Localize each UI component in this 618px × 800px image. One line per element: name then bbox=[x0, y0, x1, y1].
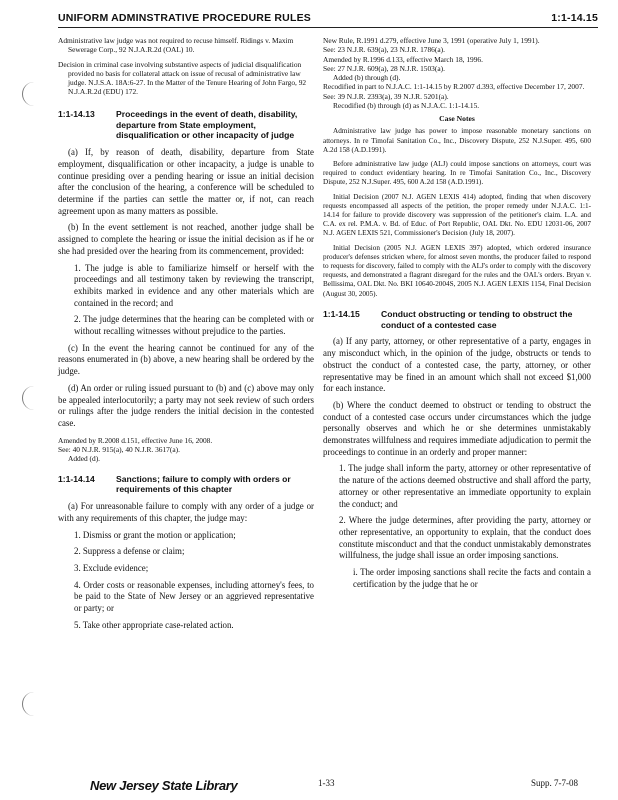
section-number: 1:1-14.13 bbox=[58, 108, 95, 119]
section-heading bbox=[58, 474, 314, 496]
history-note: See: 27 N.J.R. 609(a), 28 N.J.R. 1503(a). bbox=[323, 63, 445, 73]
paragraph: (a) If any party, attorney, or other representative of a party, engages in any misconduct which, in the opinion of the judge, obstructs or tends to obstruct the conduct of a contested case, the party, attorney, or other representative may be fined in an amount which shall not exceed $1,000 for each instance. bbox=[323, 336, 591, 394]
supplement-date: Supp. 7-7-08 bbox=[531, 778, 578, 788]
header-rule bbox=[58, 27, 598, 28]
left-column bbox=[58, 36, 314, 636]
punch-hole-mark bbox=[22, 82, 45, 106]
section-title: Proceedings in the event of death, disability, departure from State employment, disqualification or other incapacity of judge bbox=[116, 108, 298, 141]
case-note: Administrative law judge has power to impose reasonable monetary sanctions on attorneys. In re Timofai Sanitation Co., Inc., Discovery Dispute, 252 N.J.Super. 495, 600 A.2d 158 (A.D.1991). bbox=[323, 127, 591, 154]
list-item: 1. The judge is able to familiarize himself or herself with the proceedings and all testimony taken by reviewing the transcript, exhibits marked in evidence and any other materials which are contained in the record; and bbox=[74, 262, 314, 308]
section-number: 1:1-14.14 bbox=[58, 473, 95, 484]
list-item: 2. The judge determines that the hearing can be completed with or without recalling witnesses without prejudice to the parties. bbox=[74, 314, 314, 337]
header-section: 1:1-14.15 bbox=[551, 12, 598, 24]
section-title: Conduct obstructing or tending to obstruct the conduct of a contested case bbox=[381, 308, 573, 330]
history-note: See: 23 N.J.R. 639(a), 23 N.J.R. 1786(a). bbox=[323, 45, 445, 55]
punch-hole-mark bbox=[22, 692, 45, 716]
history-note: Recodified in part to N.J.A.C. 1:1-14.15 by R.2007 d.393, effective December 17, 2007. bbox=[323, 82, 585, 92]
list-item: 3. Exclude evidence; bbox=[74, 562, 149, 573]
history-note: New Rule, R.1991 d.279, effective June 3, 1991 (operative July 1, 1991). bbox=[323, 36, 540, 45]
paragraph: (d) An order or ruling issued pursuant to (b) and (c) above may only be appealed interlocutorily; a party may not seek review of such orders or rulings after the judge renders the initial decision in the contested case. bbox=[58, 382, 314, 428]
library-stamp: New Jersey State Library bbox=[90, 778, 238, 793]
section-title: Sanctions; failure to comply with orders or requirements of this chapter bbox=[116, 473, 291, 495]
history-note: Added (d). bbox=[68, 454, 101, 464]
paragraph: (a) If, by reason of death, disability, departure from State employment, disqualification or other incapacity, a judge is unable to continue presiding over a pending hearing or issue an initial decision after the conclusion of the hearing, a conference will be scheduled to determine if the parties can settle the matter or, if not, can reach agreement upon as many matters as possible. bbox=[58, 147, 314, 216]
list-item: 1. The judge shall inform the party, attorney or other representative of the nature of the actions deemed obstructive and shall afford the party, attorney or other representative an immediate opportunity to explain the conduct; and bbox=[339, 463, 591, 509]
history-note: See: 39 N.J.R. 2393(a), 39 N.J.R. 5201(a). bbox=[323, 91, 449, 101]
history-note: See: 40 N.J.R. 915(a), 40 N.J.R. 3617(a). bbox=[58, 444, 180, 454]
section-heading bbox=[323, 309, 591, 331]
section-heading bbox=[58, 109, 314, 141]
paragraph: (b) Where the conduct deemed to obstruct or tending to obstruct the conduct of a contested case occurs under circumstances which the judge personally observes and which he or she determines unmistakably demonstrates willfulness and requires immediate adjudication to permit the proceedings to continue in an orderly and proper manner: bbox=[323, 399, 591, 457]
case-notes-heading: Case Notes bbox=[439, 114, 475, 124]
punch-hole-mark bbox=[22, 386, 45, 410]
case-note: Initial Decision (2005 N.J. AGEN LEXIS 397) adopted, which ordered insurance producer's defenses stricken where, for almost seven months, the producer failed to respond to requests for discovery, failed to comply with the ALJ's order to comply with the discovery requests, and demonstrated a flagrant disregard for the rules and the OAL's orders. Bryan v. Bellissima, OAL Dkt. No. BKI 10640-2004S, 2005 N.J. AGEN LEXIS 1154, Final Decision (August 30, 2005). bbox=[323, 243, 591, 298]
list-item: 4. Order costs or reasonable expenses, including attorney's fees, to be paid to the State of New Jersey or an aggrieved representative or party; or bbox=[74, 579, 314, 614]
paragraph: (b) In the event settlement is not reached, another judge shall be assigned to complete the hearing or issue the initial decision as if he or she had presided over the hearing from its commencement, provided: bbox=[58, 222, 314, 256]
list-item: 1. Dismiss or grant the motion or application; bbox=[74, 529, 236, 540]
case-note: Initial Decision (2007 N.J. AGEN LEXIS 414) adopted, finding that when discovery requests encompassed all aspects of the petition, the proper remedy under N.J.A.C. 1:1-14.14 for failure to provide discovery was suppression of the petitioner's claim. L.A. and C.A. ex rel. P.M.A. v. Bd. of Educ. of Port Republic, OAL Dkt. No. EDU 12031-06, 2007 N.J. AGEN LEXIS 521, Commissioner's Decision (July 18, 2007). bbox=[323, 192, 591, 238]
list-item: i. The order imposing sanctions shall recite the facts and contain a certification by the judge that he or bbox=[353, 567, 591, 589]
section-number: 1:1-14.15 bbox=[323, 308, 360, 319]
history-note: Recodified (b) through (d) as N.J.A.C. 1:1-14.15. bbox=[333, 101, 480, 111]
page-number: 1-33 bbox=[318, 778, 335, 788]
list-item: 5. Take other appropriate case-related action. bbox=[74, 619, 234, 630]
history-note: Amended by R.1996 d.133, effective March 18, 1996. bbox=[323, 54, 483, 64]
case-note: Decision in criminal case involving substantive aspects of judicial disqualification provided no basis for collateral attack on issue of recusal of administrative law judge. N.J.S.A. 18A:6-27. In the Matter of the Tenure Hearing of John Fargo, 92 N.J.A.R.2d (EDU) 172. bbox=[58, 59, 307, 97]
header-title: UNIFORM ADMINSTRATIVE PROCEDURE RULES bbox=[58, 12, 311, 24]
history-note: Amended by R.2008 d.151, effective June 16, 2008. bbox=[58, 435, 213, 445]
list-item: 2. Where the judge determines, after providing the party, attorney or other representative, an opportunity to explain, that the conduct does constitute misconduct and that the conduct unmistakably demonstrates willfulness, the judge shall issue an order imposing sanctions. bbox=[339, 515, 591, 561]
history-note: Added (b) through (d). bbox=[333, 73, 401, 83]
right-column bbox=[323, 36, 591, 595]
paragraph: (c) In the event the hearing cannot be continued for any of the reasons enumerated in (b) above, a new hearing shall be ordered by the judge. bbox=[58, 342, 314, 377]
case-note: Before administrative law judge (ALJ) could impose sanctions on attorneys, court was required to conduct evidentiary hearing. In re Timofai Sanitation Co., Inc., Discovery Dispute, 252 N.J.Super. 495, 600 A.2d 158 (A.D.1991). bbox=[323, 159, 591, 187]
paragraph: (a) For unreasonable failure to comply with any order of a judge or with any requirements of this chapter, the judge may: bbox=[58, 501, 314, 523]
list-item: 2. Suppress a defense or claim; bbox=[74, 546, 185, 557]
running-header bbox=[58, 10, 598, 26]
case-note: Administrative law judge was not required to recuse himself. Ridings v. Maxim Sewerage Corp., 92 N.J.A.R.2d (OAL) 10. bbox=[58, 36, 294, 55]
